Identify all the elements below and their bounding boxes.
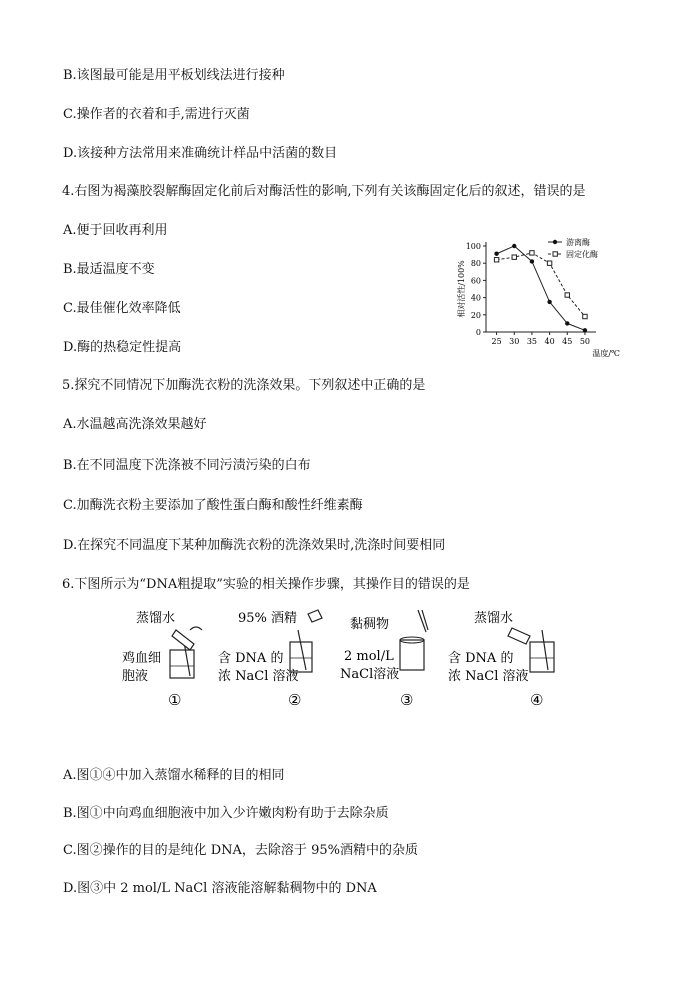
q4-option-d: D.酶的热稳定性提高 bbox=[63, 340, 182, 355]
x-tick-label: 50 bbox=[579, 337, 591, 346]
series-point-free-enzyme bbox=[565, 321, 569, 325]
series-point-free-enzyme bbox=[512, 244, 516, 248]
x-tick-label: 40 bbox=[544, 337, 555, 346]
legend-label-free: 游离酶 bbox=[566, 238, 590, 247]
panel-2-bottle-icon bbox=[308, 610, 322, 622]
y-tick-label: 100 bbox=[465, 242, 481, 251]
panel-2-number: ② bbox=[288, 691, 302, 709]
chart-svg bbox=[452, 232, 622, 367]
x-tick-label: 45 bbox=[562, 337, 573, 346]
dna-extraction-figure bbox=[122, 600, 578, 710]
x-tick-label: 30 bbox=[509, 337, 520, 346]
panel-4-label-line1: 含 DNA 的 bbox=[448, 651, 514, 666]
line-option-d: D.该接种方法常用来准确统计样品中活菌的数目 bbox=[63, 146, 338, 161]
panel-4-beaker-icon bbox=[530, 642, 554, 672]
panel-1-top-label: 蒸馏水 bbox=[136, 611, 176, 626]
panel-2-label-line2: 浓 NaCl 溶液 bbox=[218, 669, 299, 684]
panel-1-pouring-cylinder-icon bbox=[172, 630, 194, 650]
panel-3-number: ③ bbox=[400, 691, 414, 709]
panel-3-tweezers-icon-2 bbox=[422, 610, 428, 630]
legend-marker-free bbox=[553, 240, 557, 244]
series-point-immobilized-enzyme bbox=[494, 258, 498, 262]
series-point-immobilized-enzyme bbox=[512, 255, 516, 259]
panel-1-hand-icon bbox=[190, 627, 202, 630]
q4-option-c: C.最佳催化效率降低 bbox=[63, 301, 181, 316]
panel-2-glass-rod bbox=[298, 630, 306, 670]
panel-1-label-line1: 鸡血细 bbox=[122, 651, 162, 666]
y-tick-label: 40 bbox=[470, 293, 481, 303]
panel-4-pouring-cylinder-icon bbox=[508, 628, 530, 644]
panel-1-number: ① bbox=[168, 691, 182, 709]
panel-4-label-line2: 浓 NaCl 溶液 bbox=[448, 669, 529, 684]
series-line-1 bbox=[497, 253, 585, 317]
y-tick-label: 80 bbox=[470, 259, 481, 269]
line-option-b: B.该图最可能是用平板划线法进行接种 bbox=[63, 68, 285, 83]
question-4-stem: 4.右图为褐藻胶裂解酶固定化前后对酶活性的影响,下列有关该酶固定化后的叙述，错误的是 bbox=[62, 184, 586, 199]
panel-3-beaker-icon bbox=[400, 640, 424, 670]
q6-option-a: A.图①④中加入蒸馏水稀释的目的相同 bbox=[63, 768, 285, 783]
series-point-immobilized-enzyme bbox=[530, 251, 534, 255]
question-5-stem: 5.探究不同情况下加酶洗衣粉的洗涤效果。下列叙述中正确的是 bbox=[62, 378, 426, 393]
panel-1 bbox=[122, 610, 202, 709]
panel-2-label-line1: 含 DNA 的 bbox=[218, 651, 284, 666]
series-point-free-enzyme bbox=[547, 300, 551, 304]
panel-3 bbox=[340, 610, 428, 709]
panel-1-label-line2: 胞液 bbox=[122, 669, 149, 684]
procedure-svg bbox=[122, 600, 578, 710]
series-point-free-enzyme bbox=[494, 252, 498, 256]
panel-4-stirring-rod bbox=[542, 630, 548, 670]
panel-3-top-label: 黏稠物 bbox=[350, 617, 390, 632]
panel-4 bbox=[448, 610, 554, 709]
series-point-free-enzyme bbox=[583, 328, 587, 332]
panel-3-label-line2: NaCl溶液 bbox=[340, 667, 400, 682]
legend-marker-immobilized bbox=[553, 252, 557, 256]
q6-option-d: D.图③中 2 mol/L NaCl 溶液能溶解黏稠物中的 DNA bbox=[63, 881, 377, 896]
panel-3-label-line1: 2 mol/L bbox=[344, 649, 394, 664]
series-point-immobilized-enzyme bbox=[583, 314, 587, 318]
question-6-stem: 6.下图所示为“DNA粗提取”实验的相关操作步骤，其操作目的错误的是 bbox=[62, 577, 470, 592]
y-tick-label: 20 bbox=[470, 310, 481, 320]
x-tick-label: 35 bbox=[526, 337, 538, 346]
panel-2 bbox=[218, 610, 322, 709]
x-tick-label: 25 bbox=[491, 337, 502, 346]
q5-option-d: D.在探究不同温度下某种加酶洗衣粉的洗涤效果时,洗涤时间要相同 bbox=[63, 538, 446, 553]
enzyme-activity-chart bbox=[452, 232, 622, 367]
y-tick-label: 0 bbox=[475, 328, 481, 337]
q6-option-b: B.图①中向鸡血细胞液中加入少许嫩肉粉有助于去除杂质 bbox=[63, 806, 389, 821]
legend-label-immobilized: 固定化酶 bbox=[566, 250, 598, 259]
panel-1-beaker-icon bbox=[170, 650, 194, 678]
q5-option-c: C.加酶洗衣粉主要添加了酸性蛋白酶和酸性纤维素酶 bbox=[63, 498, 363, 513]
series-point-immobilized-enzyme bbox=[565, 293, 569, 297]
q5-option-a: A.水温越高洗涤效果越好 bbox=[63, 417, 207, 432]
panel-2-top-label: 95% 酒精 bbox=[238, 611, 298, 626]
panel-4-top-label: 蒸馏水 bbox=[474, 611, 514, 626]
series-point-immobilized-enzyme bbox=[547, 261, 551, 265]
line-option-c: C.操作者的衣着和手,需进行灭菌 bbox=[63, 107, 250, 122]
q4-option-a: A.便于回收再利用 bbox=[63, 223, 168, 238]
y-tick-label: 60 bbox=[470, 276, 481, 286]
q6-option-c: C.图②操作的目的是纯化 DNA，去除溶于 95%酒精中的杂质 bbox=[63, 843, 418, 858]
y-axis-label: 相对活性/100% bbox=[457, 260, 466, 318]
x-axis-label: 温度/℃ bbox=[592, 349, 620, 358]
panel-4-number: ④ bbox=[530, 691, 544, 709]
q4-option-b: B.最适温度不变 bbox=[63, 262, 155, 277]
q5-option-b: B.在不同温度下洗涤被不同污渍污染的白布 bbox=[63, 458, 311, 473]
series-point-free-enzyme bbox=[530, 259, 534, 263]
